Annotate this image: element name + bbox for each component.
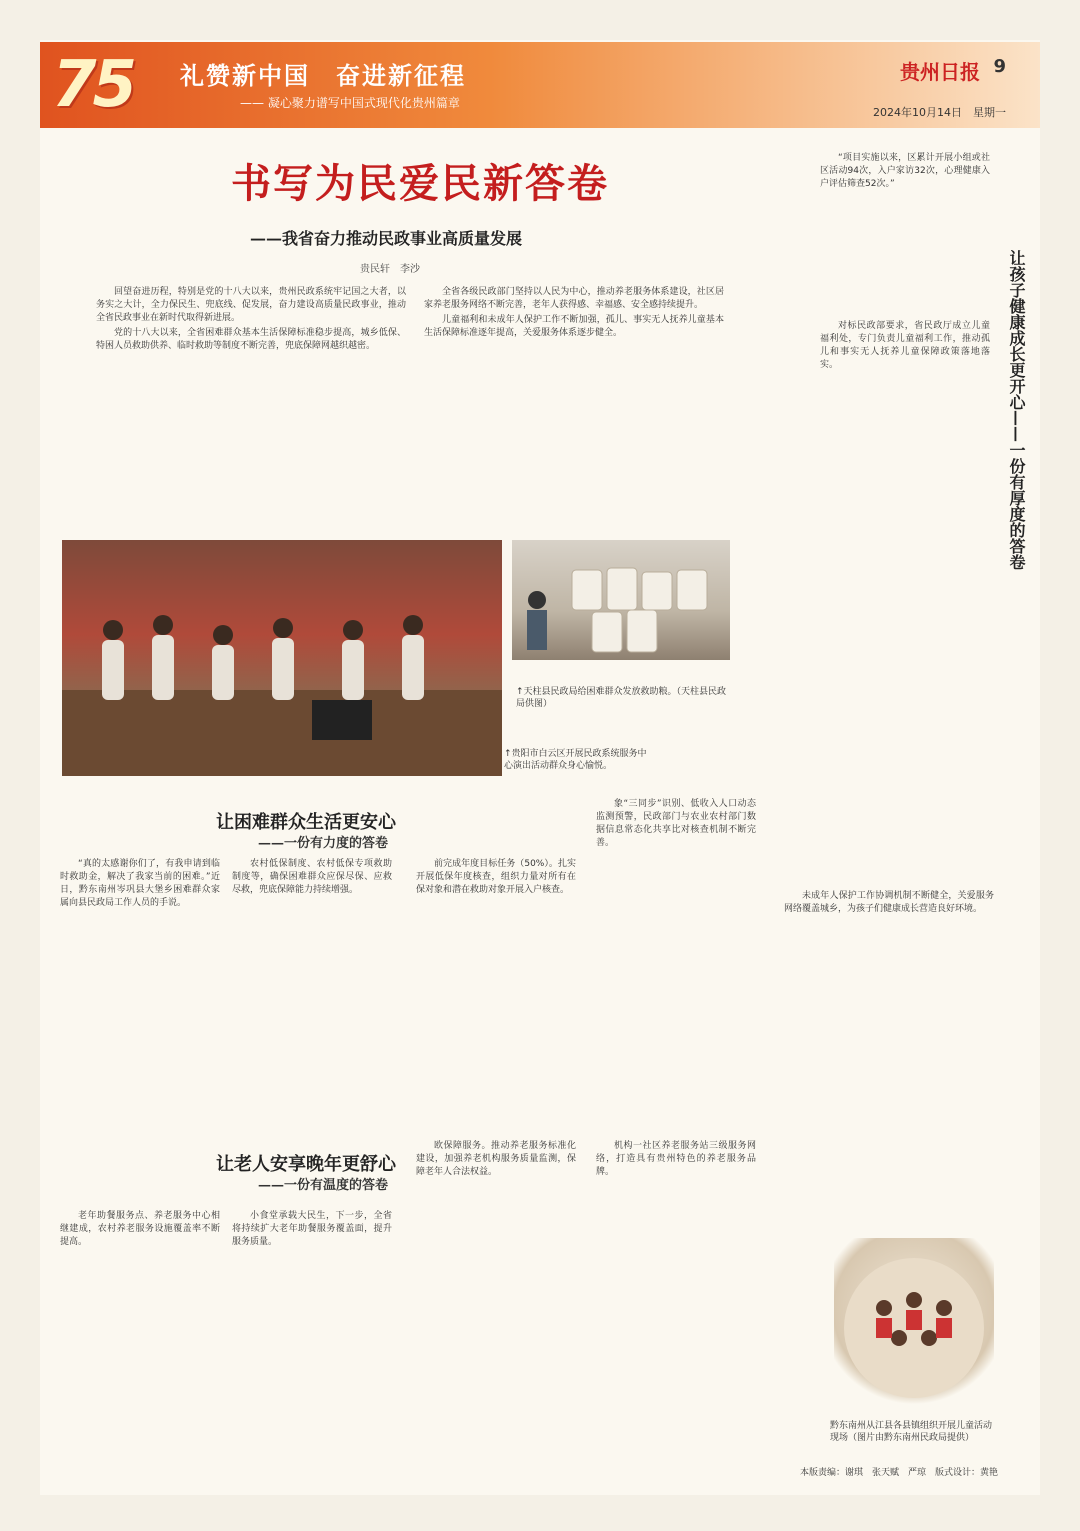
newspaper-logo: 贵州日报 [900, 60, 980, 84]
paragraph: 对标民政部要求，省民政厅成立儿童福利处，专门负责儿童福利工作，推动孤儿和事实无人抚养儿童保障政策落地落实。 [820, 321, 990, 370]
photo-caption-1: ↑贵阳市白云区开展民政系统服务中心演出活动群众身心愉悦。 [504, 749, 647, 771]
paragraph: 欧保障服务。推动养老服务标准化建设，加强养老机构服务质量监测，保障老年人合法权益。 [416, 1141, 576, 1177]
paragraph: 前完成年度目标任务（50%）。扎实开展低保年度核查，组织力量对所有在保对象和潜在救助对象开展入户核查。 [416, 859, 576, 895]
photo-caption-2: ↑天柱县民政局给困难群众发放救助粮。（天柱县民政局供图） [516, 687, 727, 709]
anniversary-number: 75 [52, 48, 134, 122]
section1-title: 让困难群众生活更安心 [216, 812, 396, 833]
section2-title: 让老人安享晚年更舒心 [216, 1154, 396, 1175]
section1-subtitle: ——一份有力度的答卷 [258, 836, 389, 851]
paragraph: 象“三同步”识别、低收入人口动态监测预警，民政部门与农业农村部门数据信息常态化共享比对核查机制不断完善。 [596, 799, 756, 848]
right-column-2 [820, 320, 990, 880]
paragraph: 老年助餐服务点、养老服务中心相继建成，农村养老服务设施覆盖率不断提高。 [60, 1211, 220, 1247]
section2-column-3 [416, 1140, 576, 1470]
paragraph: 全省各级民政部门坚持以人民为中心，推动养老服务体系建设，社区居家养老服务网络不断完善，老年人获得感、幸福感、安全感持续提升。 [424, 287, 724, 310]
section1-column-4 [596, 798, 756, 1128]
intro-column [96, 286, 406, 516]
paragraph: 农村低保制度、农村低保专项救助制度等，确保困难群众应保尽保、应救尽救，兜底保障能力持续增强。 [232, 859, 392, 895]
grain-sacks-illustration [512, 540, 730, 660]
grain-distribution-photo [512, 540, 730, 660]
right-column-1 [820, 152, 990, 312]
paragraph: “真的太感谢你们了，有我申请到临时救助金，解决了我家当前的困难。”近日，黔东南州岑巩县大堡乡困难群众家属向县民政局工作人员的手说。 [60, 859, 220, 908]
section2-column-4 [596, 1140, 756, 1470]
photo-caption-3: 黔东南州从江县各县镇组织开展儿童活动现场（图片由黔东南州民政局提供） [830, 1421, 993, 1443]
section1-column-3 [416, 858, 576, 1128]
section3-vertical-title: 让孩子健康成长更开心——一份有厚度的答卷 [1007, 250, 1026, 570]
right-column-3 [784, 890, 994, 1230]
masthead-subslogan: —— 凝心聚力谱写中国式现代化贵州篇章 [240, 96, 460, 110]
section2-column-1 [60, 1210, 220, 1470]
paragraph: 机构一社区养老服务站三级服务网络，打造具有贵州特色的养老服务品牌。 [596, 1141, 756, 1177]
paragraph: 小食堂承载大民生，下一步，全省将持续扩大老年助餐服务覆盖面，提升服务质量。 [232, 1211, 392, 1247]
masthead-slogan: 礼赞新中国 奋进新征程 [180, 62, 466, 90]
section2-subtitle: ——一份有温度的答卷 [258, 1178, 389, 1193]
issue-date: 2024年10月14日 星期一 [873, 106, 1006, 119]
paragraph: 回望奋进历程，特别是党的十八大以来，贵州民政系统牢记国之大者，以务实之大计，全力保民生、兜底线、促发展，奋力建设高质量民政事业，推动全省民政事业在新时代取得新进展。 [96, 287, 406, 323]
stage-performance-photo [62, 540, 502, 776]
intro-column-2 [424, 286, 724, 516]
article-byline: 贵民轩 李沙 [360, 264, 420, 275]
section1-column-1 [60, 858, 220, 1128]
children-activity-photo [834, 1238, 994, 1418]
article-subhead: ——我省奋力推动民政事业高质量发展 [250, 229, 523, 248]
paragraph: 党的十八大以来，全省困难群众基本生活保障标准稳步提高，城乡低保、特困人员救助供养、临时救助等制度不断完善，兜底保障网越织越密。 [96, 328, 406, 351]
page-footer: 本版责编：谢琪 张天赋 严琼 版式设计：黄艳 [800, 1468, 999, 1478]
paragraph: 未成年人保护工作协调机制不断健全，关爱服务网络覆盖城乡，为孩子们健康成长营造良好环境。 [784, 891, 994, 914]
section2-column-2 [232, 1210, 392, 1470]
page-number: 9 [993, 56, 1006, 77]
children-group-illustration [834, 1238, 994, 1418]
masthead-banner [40, 42, 1040, 128]
paragraph: 儿童福利和未成年人保护工作不断加强，孤儿、事实无人抚养儿童基本生活保障标准逐年提高，关爱服务体系逐步健全。 [424, 315, 724, 338]
performers-illustration [62, 540, 502, 776]
article-headline: 书写为民爱民新答卷 [231, 160, 609, 207]
section1-column-2 [232, 858, 392, 1128]
paragraph: “项目实施以来，区累计开展小组或社区活动94次，入户家访32次，心理健康入户评估筛查52次。” [820, 153, 990, 189]
